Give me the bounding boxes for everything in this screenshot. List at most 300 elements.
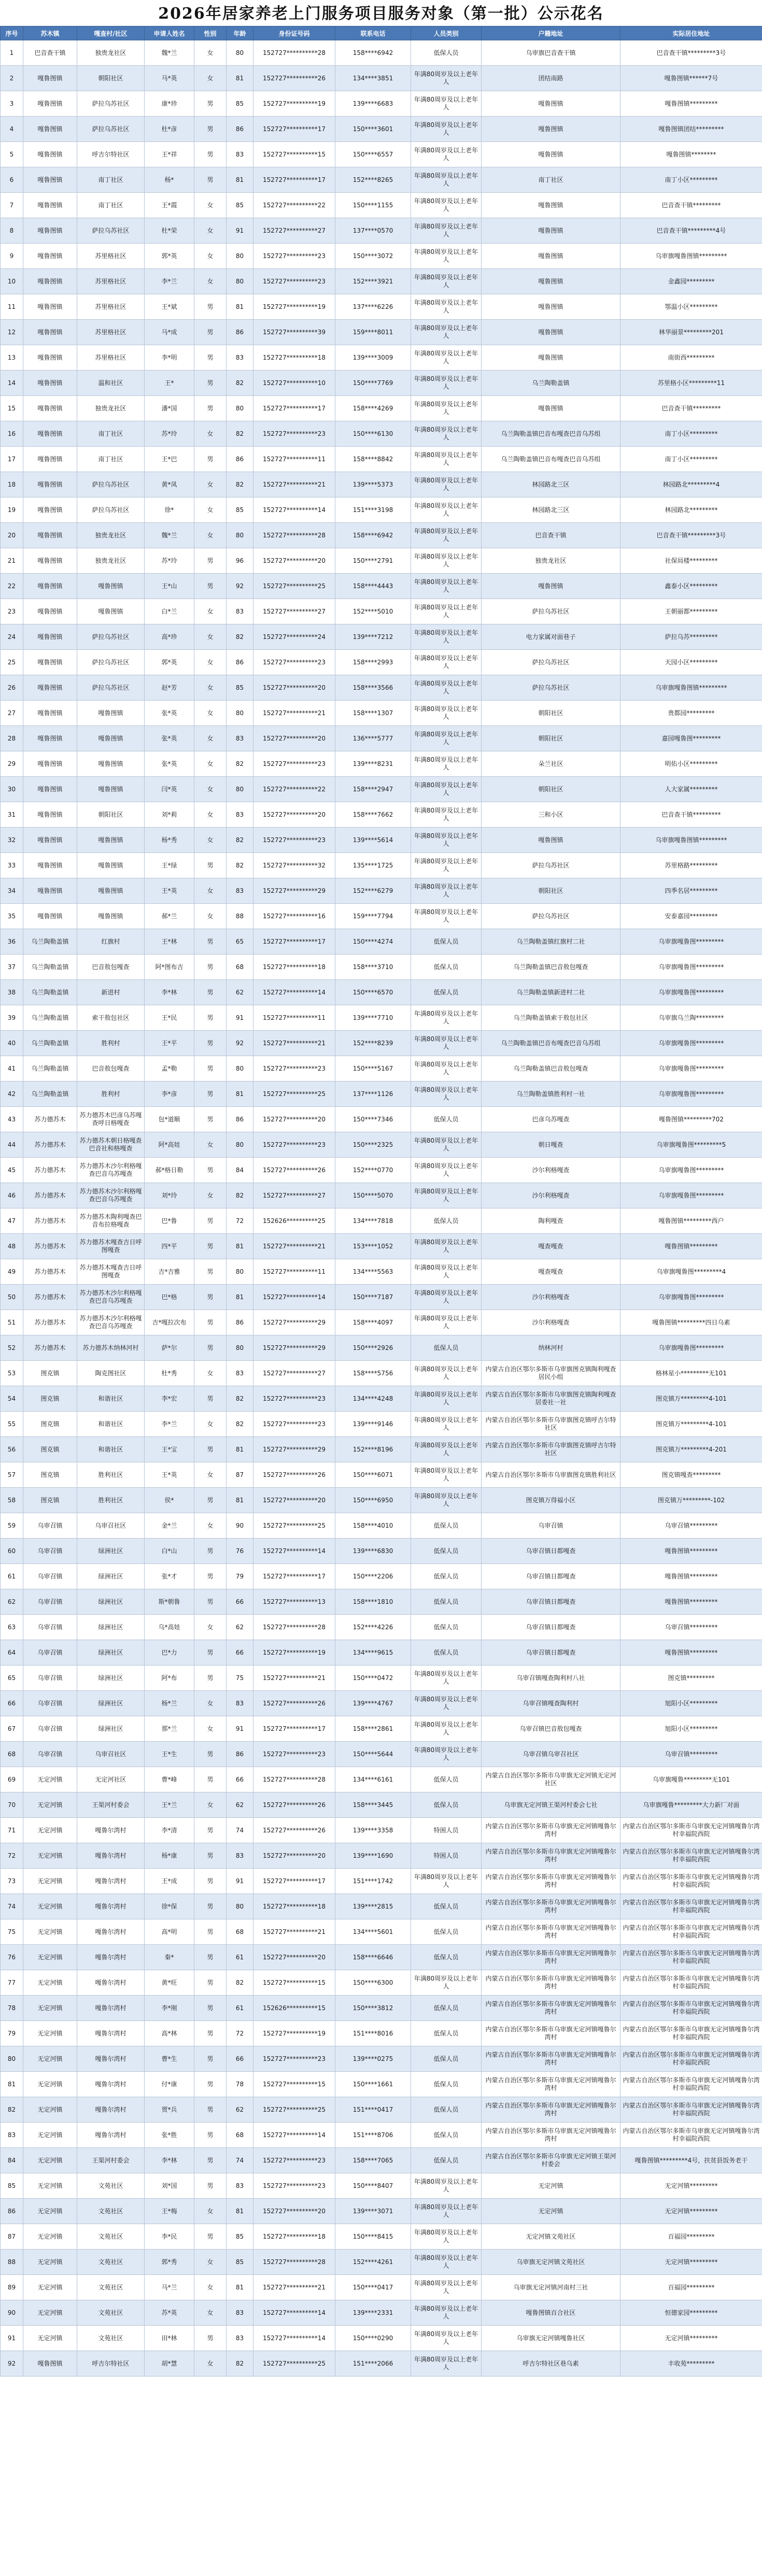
cell-category: 年满80周岁及以上老年人: [411, 193, 482, 218]
cell-gender: 女: [194, 1716, 227, 1742]
cell-gender: 男: [194, 1564, 227, 1589]
cell-registered-address: 乌兰陶勒盖镇红旗村二社: [482, 929, 620, 955]
cell-category: 年满80周岁及以上老年人: [411, 650, 482, 675]
cell-gender: 女: [194, 1183, 227, 1208]
cell-id-number: 152727**********22: [253, 777, 335, 802]
cell-registered-address: 萨拉乌苏社区: [482, 904, 620, 929]
table-row: [1, 1589, 762, 1615]
cell-applicant: 杨*康: [145, 1843, 194, 1869]
cell-phone: 152****4261: [335, 2250, 411, 2275]
cell-applicant: 杨*: [145, 167, 194, 193]
cell-age: 83: [227, 599, 253, 624]
cell-gender: 男: [194, 320, 227, 345]
cell-id-number: 152727**********21: [253, 1919, 335, 1945]
cell-phone: 139****7710: [335, 1005, 411, 1031]
cell-id-number: 152727**********20: [253, 675, 335, 701]
cell-registered-address: 沙尔利格嘎查: [482, 1158, 620, 1183]
cell-registered-address: 内蒙古自治区鄂尔多斯市乌审旗无定河镇嘎鲁尔湾村: [482, 2097, 620, 2123]
cell-phone: 152****8239: [335, 1031, 411, 1056]
table-row: [1, 1259, 762, 1285]
cell-index: 17: [1, 447, 23, 472]
table-row: [1, 599, 762, 624]
table-row: [1, 345, 762, 371]
cell-registered-address: 嘎鲁图镇: [482, 142, 620, 167]
cell-phone: 158****4269: [335, 396, 411, 421]
cell-category: 年满80周岁及以上老年人: [411, 1310, 482, 1335]
cell-category: 年满80周岁及以上老年人: [411, 1869, 482, 1894]
cell-age: 80: [227, 269, 253, 294]
cell-community: 文苑社区: [77, 2250, 145, 2275]
cell-applicant: 黄*旺: [145, 1970, 194, 1996]
cell-gender: 男: [194, 1335, 227, 1361]
cell-age: 61: [227, 1945, 253, 1970]
cell-applicant: 王*祥: [145, 142, 194, 167]
cell-index: 61: [1, 1564, 23, 1589]
header-id-number: 身份证号码: [253, 26, 335, 40]
cell-gender: 男: [194, 1056, 227, 1081]
cell-community: 嘎鲁图镇: [77, 726, 145, 751]
cell-applicant: 闫*英: [145, 777, 194, 802]
cell-applicant: 王*霞: [145, 193, 194, 218]
cell-applicant: 李*兰: [145, 1412, 194, 1437]
cell-phone: 150****7346: [335, 1107, 411, 1132]
cell-town: 乌审召镇: [23, 1589, 77, 1615]
cell-gender: 女: [194, 1132, 227, 1158]
cell-category: 年满80周岁及以上老年人: [411, 1488, 482, 1513]
table-row: [1, 1386, 762, 1412]
cell-registered-address: 沙尔利格嘎查: [482, 1310, 620, 1335]
cell-residence-address: 嘎鲁图镇*********四日乌素: [620, 1310, 762, 1335]
cell-phone: 158****3710: [335, 955, 411, 980]
cell-residence-address: 鄂温小区*********: [620, 294, 762, 320]
cell-town: 嘎鲁图镇: [23, 244, 77, 269]
cell-id-number: 152727**********10: [253, 371, 335, 396]
cell-gender: 男: [194, 1005, 227, 1031]
cell-index: 59: [1, 1513, 23, 1539]
cell-index: 42: [1, 1081, 23, 1107]
cell-applicant: 曹*峰: [145, 1767, 194, 1792]
cell-registered-address: 乌审召镇巴音敖包嘎查: [482, 1716, 620, 1742]
cell-residence-address: 嘉园嘎鲁图*********: [620, 726, 762, 751]
cell-applicant: 张*英: [145, 751, 194, 777]
cell-gender: 男: [194, 2046, 227, 2072]
cell-category: 年满80周岁及以上老年人: [411, 878, 482, 904]
cell-applicant: 金*兰: [145, 1513, 194, 1539]
cell-phone: 134****9615: [335, 1640, 411, 1666]
cell-index: 72: [1, 1843, 23, 1869]
cell-registered-address: 内蒙古自治区鄂尔多斯市乌审旗无定河镇嘎鲁尔湾村: [482, 1894, 620, 1919]
cell-registered-address: 嘎鲁图镇百合社区: [482, 2300, 620, 2326]
cell-category: 低保人员: [411, 955, 482, 980]
cell-category: 年满80周岁及以上老年人: [411, 1031, 482, 1056]
cell-phone: 150****4274: [335, 929, 411, 955]
cell-registered-address: 嘎鲁图镇: [482, 91, 620, 117]
cell-phone: 151****2066: [335, 2351, 411, 2376]
cell-applicant: 巴*力: [145, 1640, 194, 1666]
cell-town: 无定河镇: [23, 2046, 77, 2072]
table-row: [1, 1056, 762, 1081]
cell-registered-address: 内蒙古自治区鄂尔多斯市乌审旗无定河镇嘎鲁尔湾村: [482, 1996, 620, 2021]
table-row: [1, 828, 762, 853]
cell-registered-address: 乌兰陶勒盖镇巴音布嘎查巴音乌苏组: [482, 1031, 620, 1056]
cell-gender: 女: [194, 472, 227, 497]
cell-index: 86: [1, 2199, 23, 2224]
cell-applicant: 贾*兵: [145, 2097, 194, 2123]
cell-id-number: 152727**********23: [253, 1386, 335, 1412]
cell-gender: 女: [194, 2300, 227, 2326]
cell-registered-address: 无定河镇: [482, 2173, 620, 2199]
cell-community: 绿洲社区: [77, 1640, 145, 1666]
cell-id-number: 152727**********20: [253, 548, 335, 574]
cell-town: 苏力德苏木: [23, 1335, 77, 1361]
cell-residence-address: 图克镇万*********4-201: [620, 1437, 762, 1462]
cell-applicant: 包*道顺: [145, 1107, 194, 1132]
cell-town: 苏力德苏木: [23, 1234, 77, 1259]
cell-age: 82: [227, 1970, 253, 1996]
cell-id-number: 152727**********29: [253, 878, 335, 904]
cell-id-number: 152727**********26: [253, 1462, 335, 1488]
table-row: [1, 802, 762, 828]
cell-id-number: 152727**********14: [253, 497, 335, 523]
header-category: 人员类别: [411, 26, 482, 40]
header-town: 苏木镇: [23, 26, 77, 40]
cell-applicant: 康*珍: [145, 91, 194, 117]
cell-registered-address: 内蒙古自治区鄂尔多斯市乌审旗无定河镇王渠河村委会: [482, 2148, 620, 2173]
cell-residence-address: 乌审旗嘎鲁*********大力新厂对面: [620, 1792, 762, 1818]
cell-index: 23: [1, 599, 23, 624]
cell-applicant: 吉*嘎拉次布: [145, 1310, 194, 1335]
cell-town: 嘎鲁图镇: [23, 701, 77, 726]
cell-registered-address: 内蒙古自治区鄂尔多斯市乌审旗无定河镇嘎鲁尔湾村: [482, 1818, 620, 1843]
cell-community: 嘎鲁图镇: [77, 828, 145, 853]
cell-registered-address: 嘎鲁图镇: [482, 117, 620, 142]
cell-town: 图克镇: [23, 1437, 77, 1462]
cell-id-number: 152727**********26: [253, 1792, 335, 1818]
cell-residence-address: 巴音查干镇*********: [620, 396, 762, 421]
table-row: [1, 1742, 762, 1767]
cell-index: 85: [1, 2173, 23, 2199]
cell-index: 14: [1, 371, 23, 396]
cell-gender: 男: [194, 1234, 227, 1259]
table-row: [1, 1234, 762, 1259]
cell-id-number: 152727**********23: [253, 751, 335, 777]
cell-community: 文苑社区: [77, 2275, 145, 2300]
cell-id-number: 152727**********23: [253, 650, 335, 675]
cell-community: 乌审召社区: [77, 1742, 145, 1767]
cell-index: 88: [1, 2250, 23, 2275]
cell-residence-address: 嘎鲁图镇*********: [620, 1234, 762, 1259]
cell-age: 82: [227, 853, 253, 878]
cell-community: 苏里格社区: [77, 320, 145, 345]
table-row: [1, 1919, 762, 1945]
cell-age: 86: [227, 1742, 253, 1767]
cell-age: 82: [227, 751, 253, 777]
cell-community: 王渠河村委会: [77, 2148, 145, 2173]
cell-id-number: 152727**********14: [253, 980, 335, 1005]
cell-index: 3: [1, 91, 23, 117]
cell-applicant: 王*斌: [145, 294, 194, 320]
cell-phone: 158****4010: [335, 1513, 411, 1539]
cell-gender: 男: [194, 2021, 227, 2046]
cell-registered-address: 嘎查嘎查: [482, 1234, 620, 1259]
cell-community: 萨拉乌苏社区: [77, 91, 145, 117]
cell-registered-address: 内蒙古自治区鄂尔多斯市乌审旗无定河镇嘎鲁尔湾村: [482, 1970, 620, 1996]
cell-gender: 男: [194, 2123, 227, 2148]
table-row: [1, 2097, 762, 2123]
cell-residence-address: 嘎鲁图镇******7号: [620, 66, 762, 91]
cell-id-number: 152727**********25: [253, 2351, 335, 2376]
cell-age: 82: [227, 421, 253, 447]
cell-id-number: 152727**********22: [253, 193, 335, 218]
cell-index: 75: [1, 1919, 23, 1945]
cell-phone: 137****0570: [335, 218, 411, 244]
cell-town: 嘎鲁图镇: [23, 523, 77, 548]
cell-town: 苏力德苏木: [23, 1183, 77, 1208]
cell-residence-address: 乌审旗嘎鲁图镇*********: [620, 828, 762, 853]
cell-town: 苏力德苏木: [23, 1132, 77, 1158]
cell-phone: 139****4767: [335, 1691, 411, 1716]
table-row: [1, 904, 762, 929]
cell-residence-address: 图克镇万*********-102: [620, 1488, 762, 1513]
cell-age: 82: [227, 1183, 253, 1208]
cell-registered-address: 嘎鲁图镇: [482, 193, 620, 218]
cell-gender: 男: [194, 371, 227, 396]
cell-index: 34: [1, 878, 23, 904]
cell-applicant: 杜*彦: [145, 117, 194, 142]
table-row: [1, 726, 762, 751]
cell-phone: 139****9146: [335, 1412, 411, 1437]
cell-residence-address: 百福园*********: [620, 2224, 762, 2250]
cell-community: 嘎鲁尔湾村: [77, 2097, 145, 2123]
cell-residence-address: 乌审旗嘎鲁*********无101: [620, 1767, 762, 1792]
cell-registered-address: 图克镇万得福小区: [482, 1488, 620, 1513]
table-row: [1, 218, 762, 244]
cell-id-number: 152727**********18: [253, 2224, 335, 2250]
cell-age: 66: [227, 1589, 253, 1615]
cell-registered-address: 乌审召镇日都嘎查: [482, 1539, 620, 1564]
cell-registered-address: 内蒙古自治区鄂尔多斯市乌审旗无定河镇嘎鲁尔湾村: [482, 2072, 620, 2097]
cell-phone: 158****4097: [335, 1310, 411, 1335]
cell-gender: 男: [194, 853, 227, 878]
cell-category: 年满80周岁及以上老年人: [411, 548, 482, 574]
cell-id-number: 152727**********17: [253, 929, 335, 955]
cell-category: 低保人员: [411, 1335, 482, 1361]
cell-applicant: 郭*英: [145, 650, 194, 675]
cell-applicant: 郝*兰: [145, 904, 194, 929]
cell-age: 85: [227, 2224, 253, 2250]
cell-community: 陶克图社区: [77, 1361, 145, 1386]
cell-registered-address: 乌兰陶勒盖镇巴音布嘎查巴音乌苏组: [482, 421, 620, 447]
cell-applicant: 李*民: [145, 2224, 194, 2250]
cell-index: 66: [1, 1691, 23, 1716]
cell-id-number: 152727**********25: [253, 1513, 335, 1539]
cell-residence-address: 乌审旗嘎鲁图*********: [620, 1056, 762, 1081]
cell-phone: 152****8265: [335, 167, 411, 193]
cell-gender: 女: [194, 2199, 227, 2224]
cell-applicant: 王*梅: [145, 2199, 194, 2224]
cell-phone: 158****3566: [335, 675, 411, 701]
cell-residence-address: 内蒙古自治区鄂尔多斯市乌审旗无定河镇嘎鲁尔湾村幸福院西院: [620, 2021, 762, 2046]
cell-index: 6: [1, 167, 23, 193]
cell-category: 年满80周岁及以上老年人: [411, 320, 482, 345]
table-row: [1, 1894, 762, 1919]
cell-gender: 男: [194, 1869, 227, 1894]
cell-gender: 男: [194, 396, 227, 421]
cell-applicant: 斯*朝鲁: [145, 1589, 194, 1615]
cell-category: 年满80周岁及以上老年人: [411, 2199, 482, 2224]
cell-age: 91: [227, 218, 253, 244]
cell-community: 嘎鲁图镇: [77, 878, 145, 904]
cell-category: 年满80周岁及以上老年人: [411, 66, 482, 91]
cell-gender: 男: [194, 2224, 227, 2250]
cell-community: 绿洲社区: [77, 1539, 145, 1564]
cell-index: 2: [1, 66, 23, 91]
cell-applicant: 乌*高娃: [145, 1615, 194, 1640]
cell-registered-address: 内蒙古自治区鄂尔多斯市乌审旗图克镇呼吉尔特社区: [482, 1437, 620, 1462]
cell-age: 76: [227, 1539, 253, 1564]
cell-town: 图克镇: [23, 1386, 77, 1412]
cell-town: 无定河镇: [23, 2326, 77, 2351]
cell-registered-address: 萨拉乌苏社区: [482, 599, 620, 624]
cell-gender: 女: [194, 828, 227, 853]
cell-id-number: 152727**********26: [253, 1158, 335, 1183]
cell-applicant: 高*明: [145, 1919, 194, 1945]
cell-community: 独贵龙社区: [77, 548, 145, 574]
cell-phone: 158****6942: [335, 40, 411, 66]
cell-town: 乌审召镇: [23, 1513, 77, 1539]
header-gender: 性别: [194, 26, 227, 40]
cell-index: 15: [1, 396, 23, 421]
cell-residence-address: 格林星小*********无101: [620, 1361, 762, 1386]
cell-id-number: 152727**********20: [253, 1107, 335, 1132]
cell-age: 83: [227, 142, 253, 167]
cell-age: 83: [227, 802, 253, 828]
table-row: [1, 1031, 762, 1056]
cell-index: 73: [1, 1869, 23, 1894]
cell-applicant: 李*宏: [145, 1386, 194, 1412]
cell-index: 70: [1, 1792, 23, 1818]
cell-index: 31: [1, 802, 23, 828]
cell-age: 80: [227, 1894, 253, 1919]
cell-category: 年满80周岁及以上老年人: [411, 1158, 482, 1183]
cell-applicant: 黄*凤: [145, 472, 194, 497]
cell-gender: 男: [194, 2173, 227, 2199]
cell-phone: 139****6683: [335, 91, 411, 117]
cell-phone: 159****7794: [335, 904, 411, 929]
cell-town: 无定河镇: [23, 2250, 77, 2275]
header-age: 年龄: [227, 26, 253, 40]
cell-town: 无定河镇: [23, 1869, 77, 1894]
cell-gender: 女: [194, 193, 227, 218]
cell-town: 嘎鲁图镇: [23, 345, 77, 371]
cell-id-number: 152727**********11: [253, 447, 335, 472]
cell-registered-address: 内蒙古自治区鄂尔多斯市乌审旗无定河镇嘎鲁尔湾村: [482, 2021, 620, 2046]
cell-registered-address: 内蒙古自治区鄂尔多斯市乌审旗无定河镇无定河社区: [482, 1767, 620, 1792]
cell-town: 无定河镇: [23, 2148, 77, 2173]
cell-age: 81: [227, 1234, 253, 1259]
cell-age: 83: [227, 2173, 253, 2199]
cell-phone: 139****3009: [335, 345, 411, 371]
cell-index: 41: [1, 1056, 23, 1081]
cell-community: 红旗村: [77, 929, 145, 955]
cell-residence-address: 乌审旗嘎鲁图镇*********: [620, 675, 762, 701]
cell-age: 80: [227, 396, 253, 421]
cell-phone: 152****5010: [335, 599, 411, 624]
cell-gender: 女: [194, 878, 227, 904]
cell-registered-address: 萨拉乌苏社区: [482, 650, 620, 675]
cell-category: 年满80周岁及以上老年人: [411, 371, 482, 396]
cell-community: 温和社区: [77, 371, 145, 396]
cell-town: 嘎鲁图镇: [23, 472, 77, 497]
table-row: [1, 1970, 762, 1996]
table-row: [1, 2072, 762, 2097]
table-row: [1, 167, 762, 193]
cell-registered-address: 嘎鲁图镇: [482, 345, 620, 371]
cell-phone: 153****1052: [335, 1234, 411, 1259]
table-row: [1, 1081, 762, 1107]
table-row: [1, 1666, 762, 1691]
cell-gender: 男: [194, 117, 227, 142]
cell-community: 南丁社区: [77, 193, 145, 218]
cell-registered-address: 内蒙古自治区鄂尔多斯市乌审旗图克镇胜利社区: [482, 1462, 620, 1488]
table-row: [1, 955, 762, 980]
cell-town: 无定河镇: [23, 1919, 77, 1945]
cell-phone: 152****3921: [335, 269, 411, 294]
cell-age: 81: [227, 2275, 253, 2300]
cell-community: 朝阳社区: [77, 802, 145, 828]
cell-registered-address: 林园路北三区: [482, 497, 620, 523]
cell-age: 80: [227, 1132, 253, 1158]
cell-index: 67: [1, 1716, 23, 1742]
cell-id-number: 152727**********26: [253, 1691, 335, 1716]
cell-community: 嘎鲁图镇: [77, 599, 145, 624]
cell-gender: 男: [194, 1539, 227, 1564]
cell-phone: 152****0770: [335, 1158, 411, 1183]
cell-town: 无定河镇: [23, 1818, 77, 1843]
cell-index: 45: [1, 1158, 23, 1183]
cell-phone: 150****0417: [335, 2275, 411, 2300]
cell-gender: 女: [194, 751, 227, 777]
cell-residence-address: 内蒙古自治区鄂尔多斯市乌审旗无定河镇嘎鲁尔湾村幸福院西院: [620, 1996, 762, 2021]
cell-id-number: 152727**********15: [253, 2072, 335, 2097]
cell-community: 胜利社区: [77, 1462, 145, 1488]
cell-id-number: 152727**********23: [253, 2148, 335, 2173]
cell-index: 92: [1, 2351, 23, 2376]
cell-gender: 男: [194, 1945, 227, 1970]
cell-residence-address: 图克镇万*********4-101: [620, 1386, 762, 1412]
cell-phone: 158****1307: [335, 701, 411, 726]
cell-applicant: 侯*: [145, 1488, 194, 1513]
cell-phone: 150****6300: [335, 1970, 411, 1996]
cell-gender: 男: [194, 1081, 227, 1107]
cell-community: 乌审召社区: [77, 1513, 145, 1539]
cell-residence-address: 嘎鲁图镇*********: [620, 1539, 762, 1564]
cell-applicant: 王*生: [145, 1742, 194, 1767]
cell-age: 68: [227, 1919, 253, 1945]
cell-category: 年满80周岁及以上老年人: [411, 1183, 482, 1208]
table-row: [1, 1792, 762, 1818]
cell-id-number: 152727**********21: [253, 1234, 335, 1259]
cell-phone: 150****6950: [335, 1488, 411, 1513]
cell-category: 年满80周岁及以上老年人: [411, 675, 482, 701]
cell-category: 低保人员: [411, 1564, 482, 1589]
table-row: [1, 1437, 762, 1462]
cell-registered-address: 内蒙古自治区鄂尔多斯市乌审旗无定河镇嘎鲁尔湾村: [482, 1919, 620, 1945]
cell-applicant: 萨*尔: [145, 1335, 194, 1361]
cell-applicant: 李*明: [145, 345, 194, 371]
cell-applicant: 魏*兰: [145, 40, 194, 66]
cell-residence-address: 乌审旗嘎鲁图*********: [620, 1335, 762, 1361]
